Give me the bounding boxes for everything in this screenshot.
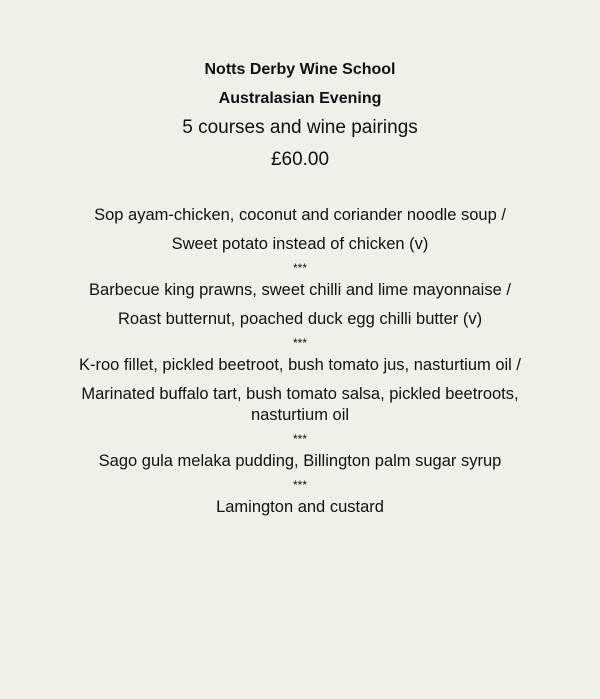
course-separator: ***	[292, 478, 307, 492]
course-2-option-b: Roast butternut, poached duck egg chilli butter (v)	[117, 310, 483, 328]
event-title: Australasian Evening	[218, 90, 382, 107]
course-3-option-a: K-roo fillet, pickled beetroot, bush tomato jus, nasturtium oil /	[78, 356, 522, 374]
course-2-option-a: Barbecue king prawns, sweet chilli and lime mayonnaise /	[89, 281, 511, 299]
course-separator: ***	[292, 336, 307, 350]
event-subtitle: 5 courses and wine pairings	[182, 117, 418, 138]
course-4: Sago gula melaka pudding, Billington palm sugar syrup	[98, 452, 502, 470]
course-list	[60, 205, 540, 518]
course-separator: ***	[292, 261, 307, 275]
course-5: Lamington and custard	[216, 498, 384, 516]
course-3-option-b: Marinated buffalo tart, bush tomato salsa, pickled beetroots, nasturtium oil	[81, 385, 519, 424]
course-1-option-a: Sop ayam-chicken, coconut and coriander noodle soup /	[94, 206, 506, 224]
school-name: Notts Derby Wine School	[204, 61, 396, 78]
course-separator: ***	[292, 432, 307, 446]
event-price: £60.00	[270, 149, 330, 170]
menu-header	[0, 56, 600, 175]
course-1-option-b: Sweet potato instead of chicken (v)	[171, 235, 429, 253]
